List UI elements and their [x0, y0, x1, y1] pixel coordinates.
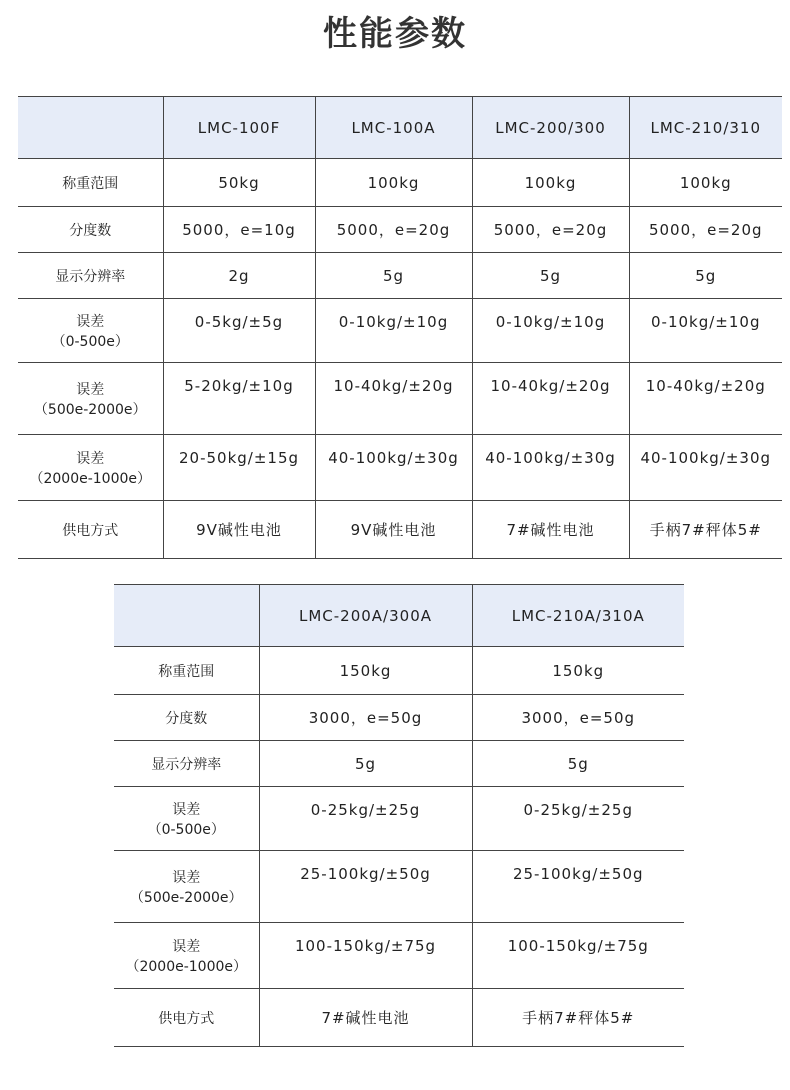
table-row — [114, 923, 684, 989]
table-row — [114, 647, 684, 695]
table-row — [18, 159, 782, 207]
row-label-line: （500e-2000e） — [33, 401, 147, 418]
cell: 0-10kg/±10g — [315, 299, 472, 363]
row-label: 称重范围 — [18, 159, 163, 207]
table-row — [18, 299, 782, 363]
cell: 10-40kg/±20g — [472, 363, 629, 435]
model-header: LMC-210A/310A — [472, 585, 684, 647]
cell: 0-10kg/±10g — [472, 299, 629, 363]
row-label — [114, 923, 259, 989]
table-header-row — [18, 97, 782, 159]
row-label — [114, 787, 259, 851]
table-row — [114, 989, 684, 1047]
cell: 10-40kg/±20g — [629, 363, 782, 435]
cell: 100-150kg/±75g — [259, 923, 472, 989]
cell: 5-20kg/±10g — [163, 363, 315, 435]
model-header: LMC-210/310 — [629, 97, 782, 159]
cell: 3000，e=50g — [472, 695, 684, 741]
header-blank — [18, 97, 163, 159]
cell: 2g — [163, 253, 315, 299]
cell: 20-50kg/±15g — [163, 435, 315, 501]
page-title: 性能参数 — [323, 14, 467, 54]
cell: 5g — [315, 253, 472, 299]
cell: 9V碱性电池 — [163, 501, 315, 559]
row-label — [114, 851, 259, 923]
cell: 5g — [472, 741, 684, 787]
row-label-line: （500e-2000e） — [129, 889, 243, 906]
cell: 5000，e=10g — [163, 207, 315, 253]
cell: 0-10kg/±10g — [629, 299, 782, 363]
cell: 7#碱性电池 — [472, 501, 629, 559]
cell: 0-25kg/±25g — [259, 787, 472, 851]
cell: 5000，e=20g — [315, 207, 472, 253]
row-label: 称重范围 — [114, 647, 259, 695]
row-label-line: （2000e-1000e） — [125, 958, 248, 975]
table-row — [18, 253, 782, 299]
cell: 150kg — [472, 647, 684, 695]
model-header: LMC-200/300 — [472, 97, 629, 159]
row-label: 供电方式 — [114, 989, 259, 1047]
cell: 0-5kg/±5g — [163, 299, 315, 363]
cell: 40-100kg/±30g — [315, 435, 472, 501]
row-label-line: 误差 — [172, 938, 201, 955]
row-label — [18, 299, 163, 363]
header-blank — [114, 585, 259, 647]
cell: 100-150kg/±75g — [472, 923, 684, 989]
row-label: 分度数 — [114, 695, 259, 741]
cell: 40-100kg/±30g — [629, 435, 782, 501]
row-label: 显示分辨率 — [114, 741, 259, 787]
table-row — [18, 435, 782, 501]
model-header: LMC-100F — [163, 97, 315, 159]
table-header-row — [114, 585, 684, 647]
cell: 手柄7#秤体5# — [472, 989, 684, 1047]
model-header: LMC-200A/300A — [259, 585, 472, 647]
row-label — [18, 363, 163, 435]
row-label-line: 误差 — [172, 869, 201, 886]
table-row — [18, 363, 782, 435]
table-row — [114, 851, 684, 923]
cell: 100kg — [629, 159, 782, 207]
row-label — [18, 435, 163, 501]
table-row — [114, 787, 684, 851]
cell: 9V碱性电池 — [315, 501, 472, 559]
row-label-line: 误差 — [76, 381, 105, 398]
cell: 50kg — [163, 159, 315, 207]
cell: 3000，e=50g — [259, 695, 472, 741]
cell: 5g — [259, 741, 472, 787]
table-row — [18, 501, 782, 559]
cell: 5000，e=20g — [629, 207, 782, 253]
cell: 25-100kg/±50g — [259, 851, 472, 923]
cell: 5000，e=20g — [472, 207, 629, 253]
row-label: 供电方式 — [18, 501, 163, 559]
cell: 5g — [629, 253, 782, 299]
row-label-line: （0-500e） — [51, 333, 129, 350]
cell: 25-100kg/±50g — [472, 851, 684, 923]
cell: 5g — [472, 253, 629, 299]
cell: 40-100kg/±30g — [472, 435, 629, 501]
row-label-line: （0-500e） — [147, 821, 225, 838]
cell: 7#碱性电池 — [259, 989, 472, 1047]
model-header: LMC-100A — [315, 97, 472, 159]
cell: 手柄7#秤体5# — [629, 501, 782, 559]
cell: 100kg — [315, 159, 472, 207]
table-row — [114, 695, 684, 741]
cell: 100kg — [472, 159, 629, 207]
row-label-line: 误差 — [172, 801, 201, 818]
row-label-line: 误差 — [76, 313, 105, 330]
row-label-line: （2000e-1000e） — [29, 470, 152, 487]
table-row — [114, 741, 684, 787]
row-label-line: 误差 — [76, 450, 105, 467]
spec-table-2 — [114, 584, 684, 1047]
cell: 10-40kg/±20g — [315, 363, 472, 435]
row-label: 显示分辨率 — [18, 253, 163, 299]
cell: 150kg — [259, 647, 472, 695]
cell: 0-25kg/±25g — [472, 787, 684, 851]
spec-table-1 — [18, 96, 782, 559]
table-row — [18, 207, 782, 253]
row-label: 分度数 — [18, 207, 163, 253]
